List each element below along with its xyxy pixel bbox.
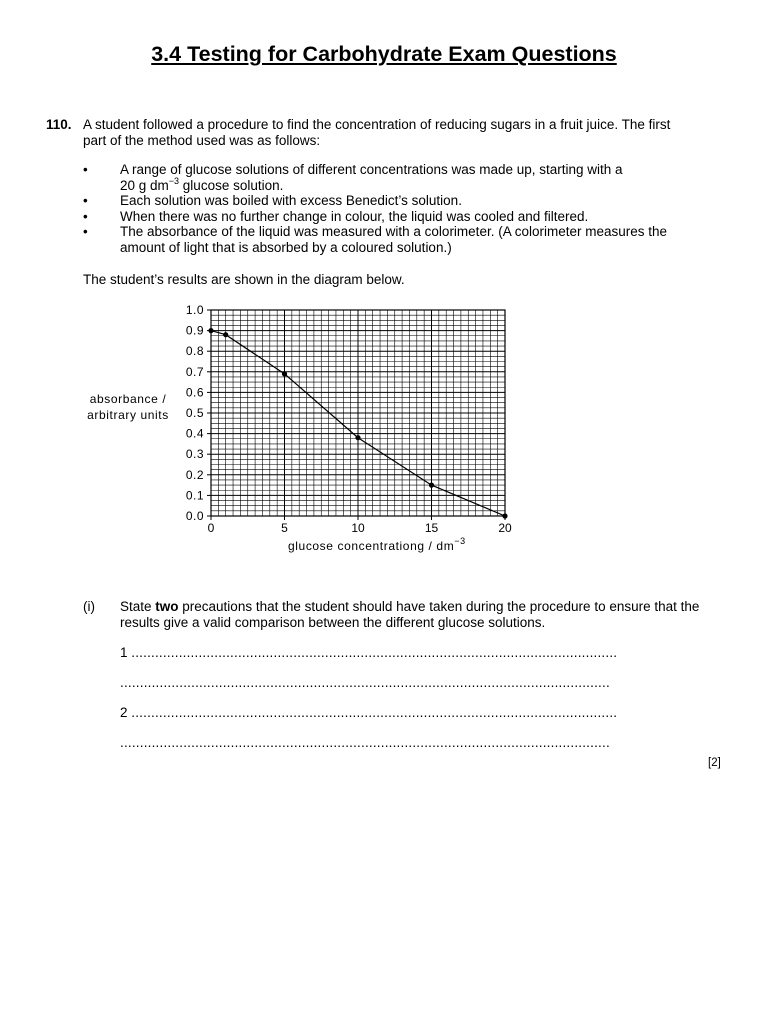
y-tick-label: 0.7 <box>185 364 204 379</box>
bullet-text: Each solution was boiled with excess Benedict’s solution. <box>120 193 462 208</box>
data-point <box>429 483 434 488</box>
answer-dots: ............................................................................................................................ <box>120 675 610 690</box>
answer-label: 2 <box>120 705 128 720</box>
results-text: The student’s results are shown in the diagram below. <box>83 272 405 287</box>
list-item <box>83 162 693 193</box>
bullet-text: The absorbance of the liquid was measured with a colorimeter. (A colorimeter measures the amount of light that is absorbed by a coloured solution.) <box>120 224 668 255</box>
page-title: 3.4 Testing for Carbohydrate Exam Questions <box>151 42 617 66</box>
data-point <box>282 371 287 376</box>
y-axis-label-line: arbitrary units <box>87 408 169 422</box>
x-tick-label: 10 <box>351 521 365 535</box>
data-point <box>355 435 360 440</box>
question-number: 110. <box>46 117 72 132</box>
question-intro: A student followed a procedure to find the concentration of reducing sugars in a fruit juice. The first part of the method used was as follows: <box>83 117 671 148</box>
x-tick-label: 0 <box>207 521 215 535</box>
superscript: −3 <box>454 536 466 546</box>
answer-line-1[interactable] <box>120 645 617 660</box>
y-tick-label: 1.0 <box>185 303 204 317</box>
bullet-text: 20 g dm <box>120 177 169 193</box>
y-axis-label <box>78 391 178 423</box>
data-point <box>223 332 228 337</box>
answer-line-2[interactable] <box>120 705 617 720</box>
y-tick-label: 0.2 <box>185 467 204 482</box>
answer-dots: ............................................................................................................................ <box>120 735 610 750</box>
answer-dots: ........................................................................................................................... <box>131 645 618 660</box>
x-axis-label-unit: / dm <box>424 539 455 553</box>
y-tick-label: 0.8 <box>185 344 204 359</box>
answer-line-1-continued[interactable] <box>120 675 610 690</box>
bullet-symbol: • <box>83 162 88 177</box>
answer-dots: ........................................................................................................................... <box>131 705 618 720</box>
sub-question-post: precautions that the student should have taken during the procedure to ensure that the results give a valid comparison between the different glucose solutions. <box>120 599 700 630</box>
answer-line-2-continued[interactable] <box>120 735 610 750</box>
sub-question-pre: State <box>120 599 156 614</box>
answer-label: 1 <box>120 645 128 660</box>
method-list <box>83 162 693 255</box>
y-tick-label: 0.9 <box>185 323 204 338</box>
bullet-symbol: • <box>83 193 88 208</box>
list-item <box>83 209 693 225</box>
list-item <box>83 193 693 209</box>
sub-question-bold: two <box>155 599 179 614</box>
sub-question-label: (i) <box>83 599 95 614</box>
superscript: −3 <box>168 175 180 186</box>
bullet-symbol: • <box>83 224 88 239</box>
y-tick-label: 0.4 <box>185 426 204 441</box>
bullet-symbol: • <box>83 208 88 224</box>
x-tick-label: 20 <box>498 521 512 535</box>
x-tick-label: 15 <box>424 521 439 535</box>
data-point <box>502 513 507 518</box>
y-tick-label: 0.5 <box>185 406 204 420</box>
y-axis-label-line: absorbance / <box>89 392 167 406</box>
y-tick-label: 0.6 <box>185 385 204 400</box>
data-point <box>208 328 213 333</box>
bullet-text: A range of glucose solutions of different concentrations was made up, starting with a <box>120 162 623 177</box>
list-item <box>83 224 693 255</box>
x-axis-label-text: glucose concentrationg <box>288 539 425 553</box>
y-tick-label: 0.3 <box>185 447 204 462</box>
bullet-text: glucose solution. <box>179 177 284 193</box>
x-tick-label: 5 <box>281 521 288 535</box>
y-tick-label: 0.1 <box>185 488 204 503</box>
marks-badge: [2] <box>708 757 721 769</box>
sub-question-text <box>120 599 700 630</box>
absorbance-chart <box>0 295 768 555</box>
x-axis-label <box>288 536 466 553</box>
bullet-text: When there was no further change in colour, the liquid was cooled and filtered. <box>120 208 589 224</box>
y-tick-label: 0.0 <box>185 509 204 523</box>
